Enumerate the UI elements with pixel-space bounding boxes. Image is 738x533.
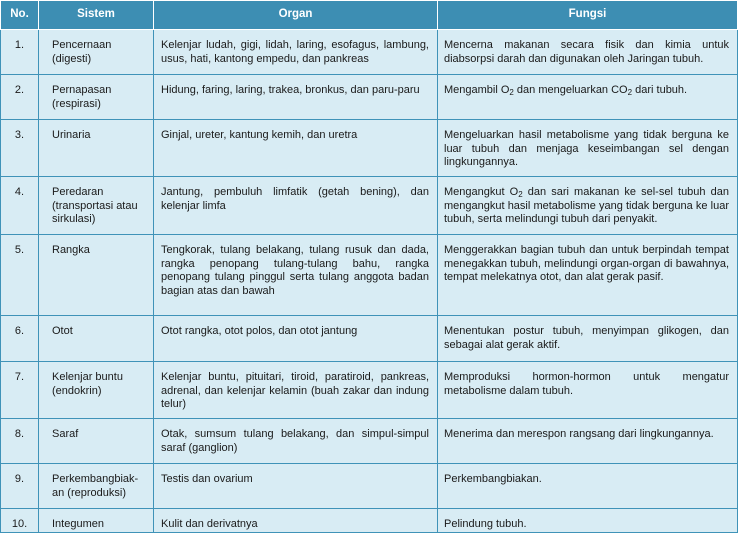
system-name: Otot [39, 316, 154, 362]
organ-list: Ginjal, ureter, kantung kemih, dan uretra [154, 120, 438, 177]
system-name: Kelenjar buntu (endokrin) [39, 362, 154, 419]
table-row [1, 235, 738, 316]
table-row [1, 316, 738, 362]
system-name: Integumen [39, 509, 154, 533]
table-row [1, 177, 738, 235]
table-row [1, 509, 738, 533]
organ-list: Kulit dan derivatnya [154, 509, 438, 533]
organ-list: Jantung, pembuluh limfatik (getah bening), dan kelenjar limfa [154, 177, 438, 235]
row-number: 7. [1, 362, 39, 419]
system-name: Pernapasan (respirasi) [39, 75, 154, 120]
table-row [1, 362, 738, 419]
row-number: 5. [1, 235, 39, 316]
row-number: 3. [1, 120, 39, 177]
organ-list: Tengkorak, tulang belakang, tulang rusuk dan dada, rangka penopang tulang-tulang bahu, rangka penopang tulang pinggul serta tulang anggota badan bagian atas dan bawah [154, 235, 438, 316]
organ-list: Kelenjar buntu, pituitari, tiroid, paratiroid, pankreas, adrenal, dan kelenjar kelamin (buah zakar dan indung telur) [154, 362, 438, 419]
header-organ: Organ [154, 1, 438, 30]
table-row [1, 75, 738, 120]
system-name: Perkembangbiak- an (reproduksi) [39, 464, 154, 509]
system-name: Pencernaan (digesti) [39, 30, 154, 75]
table-row [1, 464, 738, 509]
organ-list: Otak, sumsum tulang belakang, dan simpul-simpul saraf (ganglion) [154, 419, 438, 464]
function-text: Mengambil $O_2$ dan mengeluarkan $CO_2$ dari tubuh. [438, 75, 738, 120]
header-no: No. [1, 1, 39, 30]
header-fungsi: Fungsi [438, 1, 738, 30]
function-text: Menggerakkan bagian tubuh dan untuk berpindah tempat menegakkan tubuh, melindungi organ-organ di bawahnya, tempat melekatnya otot, dan alat gerak pasif. [438, 235, 738, 316]
row-number: 8. [1, 419, 39, 464]
organ-list: Testis dan ovarium [154, 464, 438, 509]
table-row [1, 120, 738, 177]
system-name: Saraf [39, 419, 154, 464]
function-text: Menerima dan merespon rangsang dari lingkungannya. [438, 419, 738, 464]
row-number: 1. [1, 30, 39, 75]
table-row [1, 419, 738, 464]
organ-list: Hidung, faring, laring, trakea, bronkus, dan paru-paru [154, 75, 438, 120]
function-text: Perkembangbiakan. [438, 464, 738, 509]
row-number: 9. [1, 464, 39, 509]
row-number: 6. [1, 316, 39, 362]
system-name: Peredaran (transportasi atau sirkulasi) [39, 177, 154, 235]
function-text: Mencerna makanan secara fisik dan kimia untuk diabsorpsi darah dan digunakan oleh Jaringan tubuh. [438, 30, 738, 75]
organ-list: Otot rangka, otot polos, dan otot jantung [154, 316, 438, 362]
organ-list: Kelenjar ludah, gigi, lidah, laring, esofagus, lambung, usus, hati, kantong empedu, dan pankreas [154, 30, 438, 75]
system-name: Rangka [39, 235, 154, 316]
table-row [1, 30, 738, 75]
row-number: 2. [1, 75, 39, 120]
function-text: Menentukan postur tubuh, menyimpan glikogen, dan sebagai alat gerak aktif. [438, 316, 738, 362]
function-text: Pelindung tubuh. [438, 509, 738, 533]
system-name: Urinaria [39, 120, 154, 177]
function-text: Mengeluarkan hasil metabolisme yang tidak berguna ke luar tubuh dan menjaga keseimbangan sel dengan lingkungannya. [438, 120, 738, 177]
function-text: Mengangkut $O_2$ dan sari makanan ke sel-sel tubuh dan mengangkut hasil metabolisme yang tidak berguna ke luar tubuh, serta melindungi tubuh dari penyakit. [438, 177, 738, 235]
row-number: 4. [1, 177, 39, 235]
row-number: 10. [1, 509, 39, 533]
function-text: Memproduksi hormon-hormon untuk mengatur metabolisme dalam tubuh. [438, 362, 738, 419]
header-sistem: Sistem [39, 1, 154, 30]
table-header-row [1, 1, 738, 30]
